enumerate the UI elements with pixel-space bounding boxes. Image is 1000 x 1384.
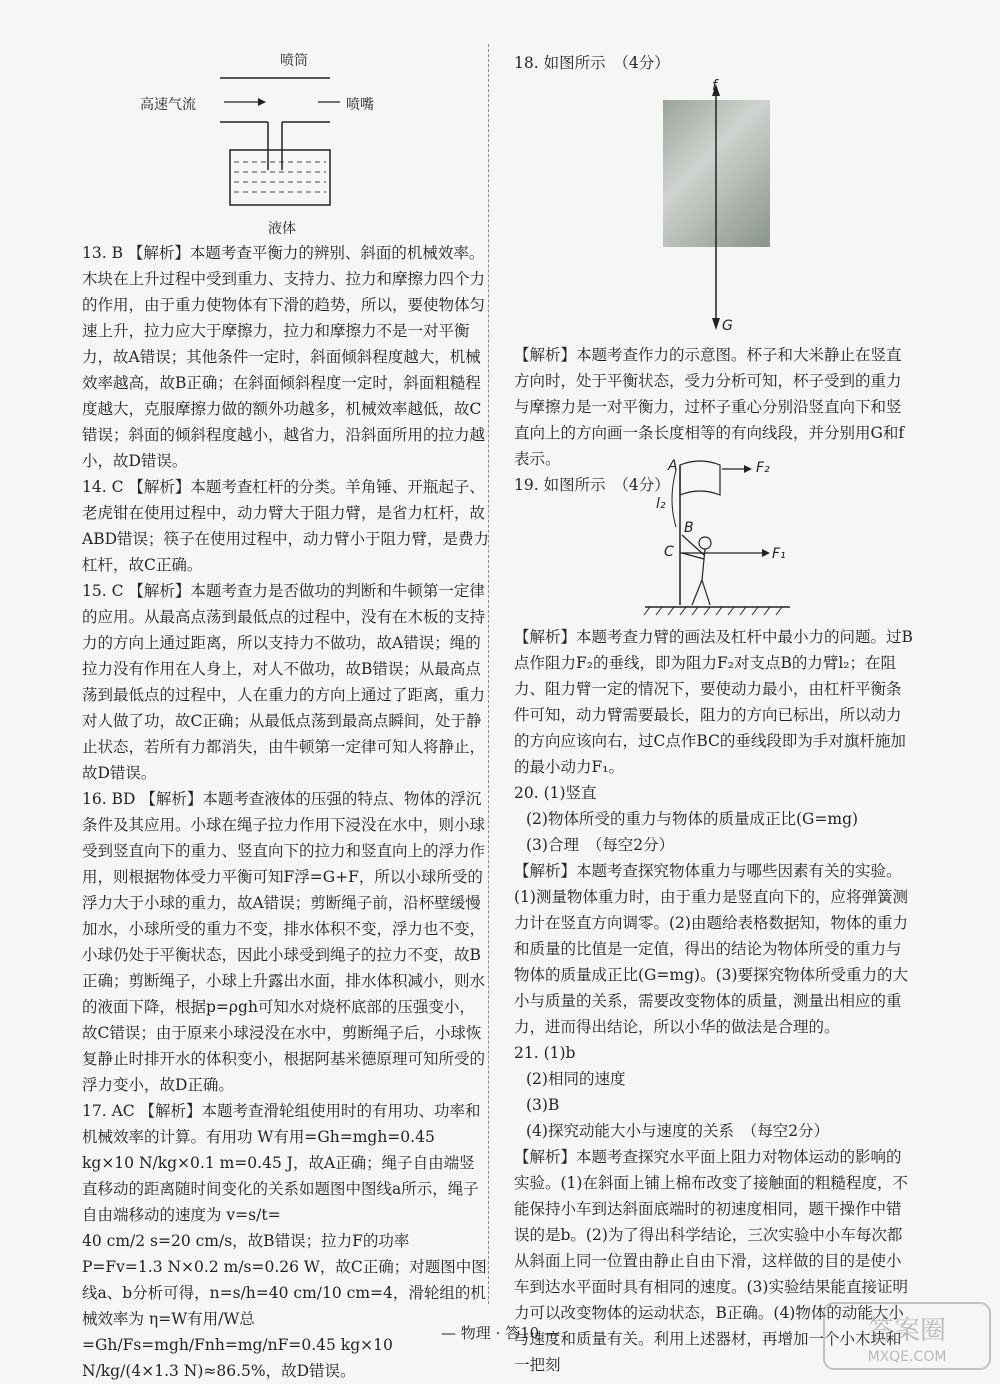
label-left: 高速气流 bbox=[140, 97, 196, 113]
label-right: 喷嘴 bbox=[346, 97, 374, 113]
page-footer: — 物理 · 答10 — bbox=[441, 1324, 559, 1342]
q20-part1: 20. (1)竖直 bbox=[514, 784, 597, 802]
label-bottom: 液体 bbox=[268, 221, 296, 237]
q19-title: 19. 如图所示 （4分） bbox=[514, 476, 670, 494]
q21-explanation: 【解析】本题考查探究水平面上阻力对物体运动的影响的实验。(1)在斜面上铺上棉布改变了接触面的粗糙程度，不能保持小车到达斜面底端时的初速度相同，题干操作中错误的是b。(2)为了得出科学结论，三次实验中小车每次都从斜面上同一位置由静止自由下滑，这样做的目的是使小车到达水平面时具有相同的速度。(3)实验结果能直接证明力可以改变物体的运动状态，B正确。(4)物体的动能大小与速度和质量有关。利用上述器材，再增加一个小木块和一把刻 bbox=[514, 1148, 908, 1374]
q18-explanation: 【解析】本题考查作力的示意图。杯子和大米静止在竖直方向时，处于平衡状态，受力分析可知，杯子受到的重力与摩擦力是一对平衡力，过杯子重心分别沿竖直向下和竖直向上的方向画一条长度相等的有向线段，并分别用G和f表示。 bbox=[514, 346, 905, 468]
point-b-label: B bbox=[684, 520, 694, 536]
q20-part3: (3)合理 （每空2分） bbox=[526, 836, 675, 854]
answer-14: 14. C 【解析】本题考查杠杆的分类。羊角锤、开瓶起子、老虎钳在使用过程中，动力臂大于阻力臂，是省力杠杆，故ABD错误；筷子在使用过程中，动力臂小于阻力臂，是费力杠杆，故C正确。 bbox=[82, 478, 490, 574]
q18-force-arrows bbox=[700, 80, 740, 340]
q20-explanation: 【解析】本题考查探究物体重力与哪些因素有关的实验。(1)测量物体重力时，由于重力是竖直向下的，应将弹簧测力计在竖直方向调零。(2)由题给表格数据知，物体的重力和质量的比值是一定值，得出的结论为物体所受的重力与物体的质量成正比(G=mg)。(3)要探究物体所受重力的大小与质量的关系，需要改变物体的质量，测量出相应的重力，进而得出结论，所以小华的做法是合理的。 bbox=[514, 862, 909, 1036]
q21-part2: (2)相同的速度 bbox=[526, 1070, 626, 1088]
force-f2-label: F₂ bbox=[756, 460, 770, 476]
q21-part3: (3)B bbox=[526, 1096, 560, 1114]
q19-explanation: 【解析】本题考查力臂的画法及杠杆中最小力的问题。过B点作阻力F₂的垂线，即为阻力F₂对支点B的力臂l₂；在阻力、阻力臂一定的情况下，要使动力最小，由杠杆平衡条件可知，动力臂需要最长，阻力的方向已标出，所以动力的方向应该向右，过C点作BC的垂线段即为手对旗杆施加的最小动力F₁。 bbox=[514, 628, 913, 776]
force-f-label: f bbox=[712, 78, 717, 94]
column-divider bbox=[488, 44, 489, 1304]
force-f1-label: F₁ bbox=[772, 546, 786, 562]
force-g-label: G bbox=[722, 318, 733, 334]
answer-13: 13. B 【解析】本题考查平衡力的辨别、斜面的机械效率。木块在上升过程中受到重力、支持力、拉力和摩擦力四个力的作用，由于重力使物体有下滑的趋势，所以，要使物体匀速上升，拉力应大于摩擦力，拉力和摩擦力不是一对平衡力，故A错误；其他条件一定时，斜面倾斜程度越大，机械效率越高，故B正确；在斜面倾斜程度一定时，斜面粗糙程度越大，克服摩擦力做的额外功越多，机械效率越低，故C错误；斜面的倾斜程度越小，越省力，沿斜面所用的拉力越小，故D错误。 bbox=[82, 244, 486, 470]
watermark-logo bbox=[822, 1301, 992, 1371]
q18-title: 18. 如图所示 （4分） bbox=[514, 54, 670, 72]
spray-diagram-svg bbox=[140, 50, 400, 240]
arm-l2-label: l₂ bbox=[656, 496, 666, 512]
q21-part4: (4)探究动能大小与速度的关系 （每空2分） bbox=[526, 1122, 830, 1140]
right-column-top bbox=[514, 50, 914, 76]
q20-part2: (2)物体所受的重力与物体的质量成正比(G=mg) bbox=[526, 810, 859, 828]
spray-diagram bbox=[140, 50, 400, 240]
svg-text:答案圈: 答案圈 bbox=[867, 1316, 947, 1346]
answer-17-part1: 17. AC 【解析】本题考查滑轮组使用时的有用功、功率和机械效率的计算。有用功 W有用=Gh=mgh=0.45 kg×10 N/kg×0.1 m=0.45 J，故A正确；绳子自由端竖直移动的距离随时间变化的关系如题图中图线a所示，绳子自由端移动的速度为 v=s/t= bbox=[82, 1102, 481, 1224]
answer-17-part2: 40 cm/2 s=20 cm/s，故B错误；拉力F的功率 P=Fv=1.3 N×0.2 m/s=0.26 W，故C正确；对题图中图线a、b分析可得，n=s/h=40 cm/10 cm=4，滑轮组的机械效率为 η=W有用/W总=Gh/Fs=mgh/Fnh=mg/nF=0.45 kg×10 N/kg/(4×1.3 N)≈86.5%，故D错误。 bbox=[82, 1232, 487, 1380]
svg-text:MXQE.COM: MXQE.COM bbox=[867, 1349, 947, 1365]
lever-flag-diagram bbox=[640, 455, 820, 625]
point-a-label: A bbox=[668, 458, 678, 474]
left-column bbox=[82, 240, 490, 1384]
point-c-label: C bbox=[664, 544, 674, 560]
q21-part1: 21. (1)b bbox=[514, 1044, 576, 1062]
answer-15: 15. C 【解析】本题考查力是否做功的判断和牛顿第一定律的应用。从最高点荡到最低点的过程中，没有在木板的支持力的方向上通过距离，所以支持力不做功，故A错误；绳的拉力没有作用在人身上，对人不做功，故B错误；从最高点荡到最低点的过程中，人在重力的方向上通过了距离，重力对人做了功，故C正确；从最低点荡到最高点瞬间，处于静止状态，若所有力都消失，由牛顿第一定律可知人将静止，故D错误。 bbox=[82, 582, 486, 782]
answer-16: 16. BD 【解析】本题考查液体的压强的特点、物体的浮沉条件及其应用。小球在绳子拉力作用下浸没在水中，则小球受到竖直向下的重力、竖直向下的拉力和竖直向上的浮力作用，则根据物体受力平衡可知F浮=G+F，所以小球所受的浮力大于小球的重力，故A错误；剪断绳子前，沿杯壁缓慢加水，小球所受的重力不变，排水体积不变，浮力也不变，小球仍处于平衡状态，因此小球受到绳子的拉力不变，故B正确；剪断绳子，小球上升露出水面，排水体积减小，则水的液面下降，根据p=ρgh可知水对烧杯底部的压强变小，故C错误；由于原来小球浸没在水中，剪断绳子后，小球恢复静止时排开水的体积变小，根据阿基米德原理可知所受的浮力变小，故D正确。 bbox=[82, 790, 486, 1094]
right-column-bottom bbox=[514, 624, 914, 1378]
label-top: 喷筒 bbox=[280, 53, 308, 69]
